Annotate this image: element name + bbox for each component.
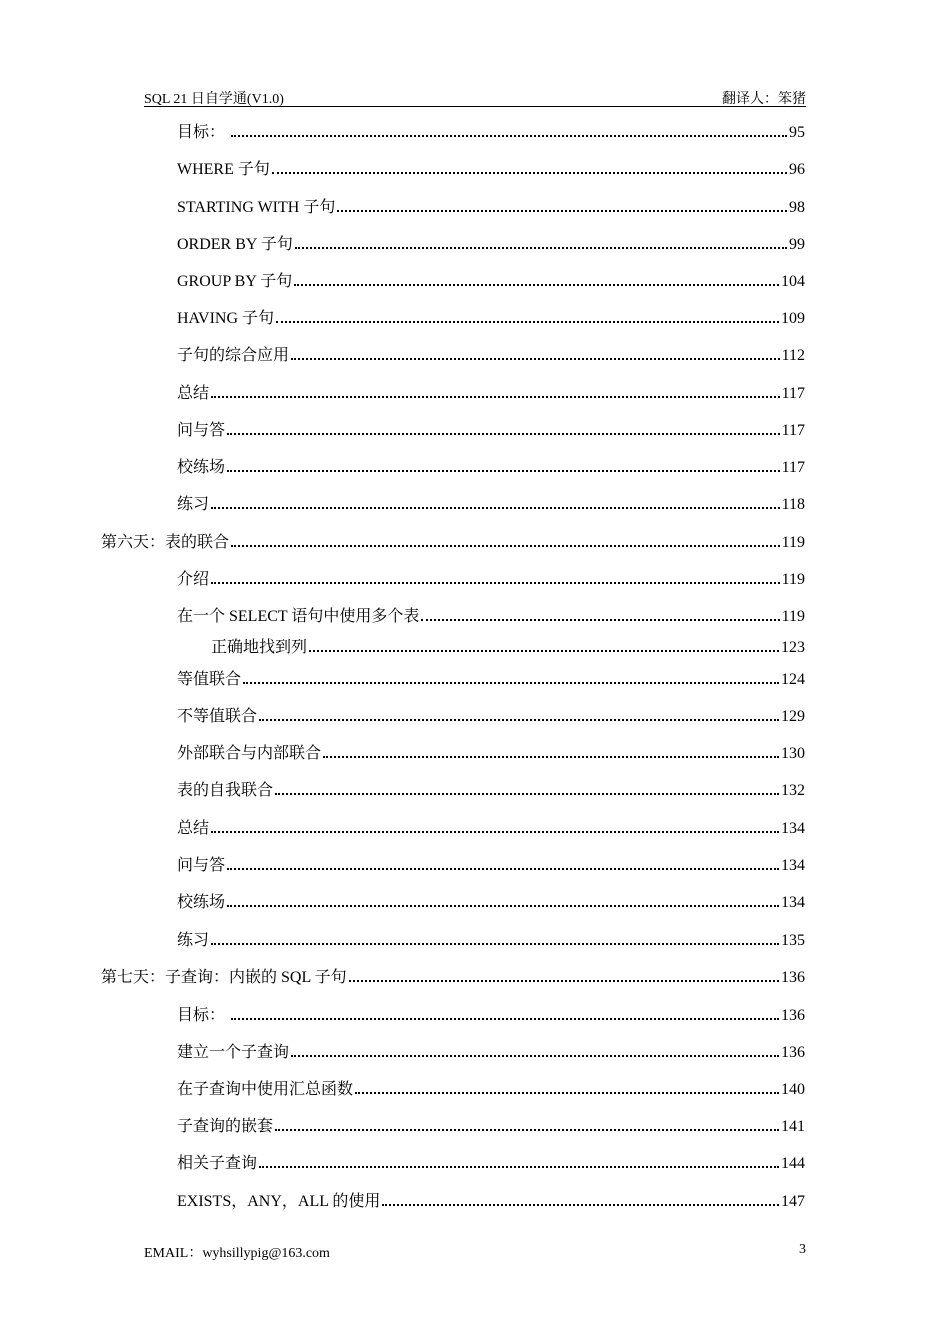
toc-entry-page: 130 [781, 745, 805, 762]
toc-entry[interactable] [177, 604, 805, 626]
toc-entry-page: 117 [781, 459, 805, 476]
toc-entry[interactable] [177, 157, 805, 179]
toc-entry-title: 建立一个子查询 [177, 1044, 290, 1061]
page-number: 3 [799, 1242, 806, 1257]
toc-entry[interactable] [177, 890, 805, 912]
contact-email: EMAIL：wyhsillypig@163.com [144, 1246, 330, 1261]
toc-entry-title: 第七天：子查询：内嵌的 SQL 子句 [101, 969, 347, 986]
dot-leader [355, 1092, 779, 1094]
toc-entry-title: 目标： [177, 1007, 230, 1024]
toc-entry[interactable] [177, 343, 805, 365]
toc-entry-page: 119 [781, 608, 805, 625]
toc-entry[interactable] [177, 1114, 805, 1136]
toc-entry[interactable] [101, 965, 805, 987]
toc-entry[interactable] [177, 232, 805, 254]
dot-leader [382, 1204, 779, 1206]
toc-entry-title: GROUP BY 子句 [177, 273, 293, 290]
dot-leader [421, 619, 779, 621]
toc-entry-page: 117 [781, 385, 805, 402]
translator-credit: 翻译人：笨猪 [722, 92, 806, 107]
dot-leader [291, 1055, 779, 1057]
dot-leader [272, 172, 787, 174]
dot-leader [211, 507, 780, 509]
toc-entry-title: 表的自我联合 [177, 782, 274, 799]
toc-entry-page: 119 [781, 571, 805, 588]
dot-leader [294, 284, 779, 286]
toc-entry-page: 147 [781, 1193, 805, 1210]
toc-entry[interactable] [101, 530, 805, 552]
toc-entry[interactable] [177, 120, 805, 142]
toc-entry[interactable] [211, 635, 805, 657]
toc-entry-title: 总结 [177, 385, 210, 402]
toc-entry-title: 子查询的嵌套 [177, 1118, 274, 1135]
toc-entry-title: 子句的综合应用 [177, 347, 290, 364]
toc-entry-page: 140 [781, 1081, 805, 1098]
toc-entry-page: 129 [781, 708, 805, 725]
toc-entry[interactable] [177, 1077, 805, 1099]
toc-entry-title: 问与答 [177, 857, 226, 874]
dot-leader [243, 682, 779, 684]
dot-leader [211, 396, 780, 398]
toc-entry-page: 135 [781, 932, 805, 949]
dot-leader [291, 358, 780, 360]
toc-entry-page: 117 [781, 422, 805, 439]
dot-leader [276, 321, 779, 323]
dot-leader [323, 756, 779, 758]
toc-entry-page: 136 [781, 1007, 805, 1024]
toc-entry-page: 124 [781, 671, 805, 688]
toc-entry[interactable] [177, 704, 805, 726]
toc-entry-page: 99 [789, 236, 805, 253]
toc-entry[interactable] [177, 741, 805, 763]
dot-leader [227, 868, 779, 870]
toc-entry-page: 104 [781, 273, 805, 290]
toc-entry[interactable] [177, 269, 805, 291]
toc-entry[interactable] [177, 928, 805, 950]
dot-leader [309, 650, 779, 652]
toc-entry-page: 96 [789, 161, 805, 178]
dot-leader [231, 545, 780, 547]
dot-leader [275, 793, 779, 795]
toc-entry-title: 在子查询中使用汇总函数 [177, 1081, 354, 1098]
dot-leader [231, 135, 787, 137]
toc-entry-title: 校练场 [177, 459, 226, 476]
toc-entry[interactable] [177, 567, 805, 589]
toc-entry-title: 练习 [177, 932, 210, 949]
toc-entry-title: STARTING WITH 子句 [177, 199, 336, 216]
toc-entry-page: 119 [781, 534, 805, 551]
toc-entry-title: 外部联合与内部联合 [177, 745, 322, 762]
document-title: SQL 21 日自学通(V1.0) [144, 92, 284, 107]
toc-entry-title: 不等值联合 [177, 708, 258, 725]
toc-entry[interactable] [177, 1040, 805, 1062]
toc-entry-page: 123 [781, 639, 805, 656]
dot-leader [227, 905, 779, 907]
toc-entry-page: 118 [781, 496, 805, 513]
toc-entry-title: WHERE 子句 [177, 161, 270, 178]
toc-entry-title: 等值联合 [177, 671, 242, 688]
toc-entry-title: 总结 [177, 820, 210, 837]
toc-entry-page: 95 [789, 124, 805, 141]
dot-leader [211, 831, 779, 833]
dot-leader [231, 1018, 779, 1020]
toc-entry[interactable] [177, 853, 805, 875]
toc-entry-title: 第六天：表的联合 [101, 534, 230, 551]
toc-entry-page: 134 [781, 820, 805, 837]
toc-entry-title: 介绍 [177, 571, 210, 588]
toc-entry[interactable] [177, 418, 805, 440]
toc-entry[interactable] [177, 195, 805, 217]
toc-entry[interactable] [177, 381, 805, 403]
toc-entry[interactable] [177, 667, 805, 689]
toc-entry[interactable] [177, 1151, 805, 1173]
toc-entry-title: 练习 [177, 496, 210, 513]
toc-entry-title: EXISTS，ANY，ALL 的使用 [177, 1193, 381, 1210]
dot-leader [211, 582, 780, 584]
toc-entry-page: 109 [781, 310, 805, 327]
toc-entry[interactable] [177, 1003, 805, 1025]
dot-leader [227, 433, 780, 435]
toc-entry-page: 112 [781, 347, 805, 364]
toc-entry[interactable] [177, 455, 805, 477]
toc-entry-page: 141 [781, 1118, 805, 1135]
toc-entry-page: 134 [781, 894, 805, 911]
dot-leader [227, 470, 780, 472]
toc-entry[interactable] [177, 306, 805, 328]
dot-leader [275, 1129, 779, 1131]
toc-entry-page: 134 [781, 857, 805, 874]
dot-leader [337, 210, 787, 212]
toc-entry-title: 校练场 [177, 894, 226, 911]
toc-entry-title: 目标： [177, 124, 230, 141]
dot-leader [349, 980, 779, 982]
toc-entry-title: HAVING 子句 [177, 310, 275, 327]
toc-entry-title: ORDER BY 子句 [177, 236, 293, 253]
toc-entry[interactable] [177, 778, 805, 800]
toc-entry-page: 136 [781, 969, 805, 986]
dot-leader [259, 1166, 779, 1168]
page-header [144, 86, 806, 107]
toc-entry-page: 136 [781, 1044, 805, 1061]
toc-entry-title: 在一个 SELECT 语句中使用多个表 [177, 608, 420, 625]
toc-entry-title: 相关子查询 [177, 1155, 258, 1172]
dot-leader [295, 247, 787, 249]
dot-leader [211, 943, 779, 945]
toc-entry-page: 132 [781, 782, 805, 799]
toc-entry-title: 问与答 [177, 422, 226, 439]
toc-entry[interactable] [177, 1189, 805, 1211]
dot-leader [259, 719, 779, 721]
toc-entry-title: 正确地找到列 [211, 639, 308, 656]
toc-entry[interactable] [177, 816, 805, 838]
toc-entry[interactable] [177, 492, 805, 514]
toc-entry-page: 98 [789, 199, 805, 216]
toc-entry-page: 144 [781, 1155, 805, 1172]
